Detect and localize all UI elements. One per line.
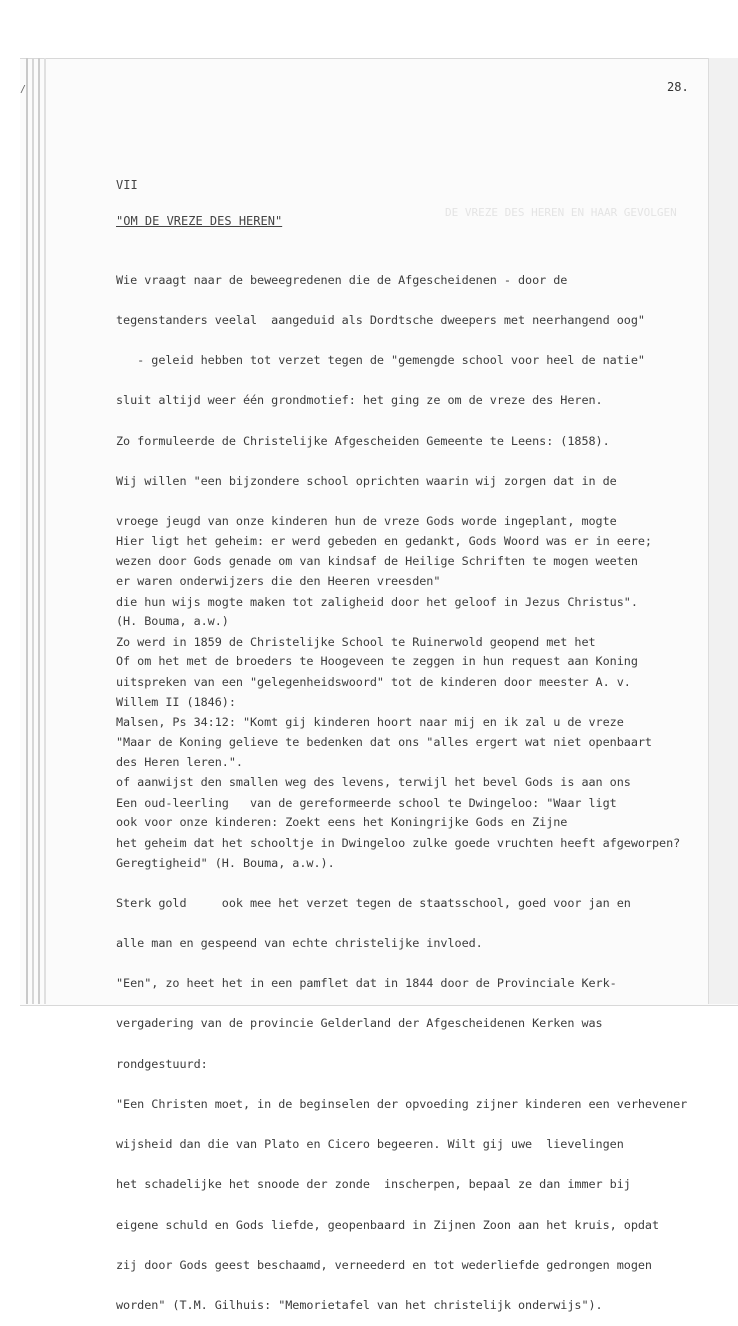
text-line: het schadelijke het snoode der zonde inscherpen, bepaal ze dan immer bij bbox=[116, 1177, 631, 1192]
text-line: rondgestuurd: bbox=[116, 1056, 208, 1071]
text-line: Een oud-leerling van de gereformeerde school te Dwingeloo: "Waar ligt bbox=[116, 795, 617, 810]
text-line: of aanwijst den smallen weg des levens, terwijl het bevel Gods is aan ons bbox=[116, 775, 631, 790]
text-line: alle man en gespeend van echte christelijke invloed. bbox=[116, 936, 483, 950]
text-line: het geheim dat het schooltje in Dwingeloo zulke goede vruchten heeft afgeworpen? bbox=[116, 835, 681, 850]
page-edge bbox=[44, 58, 46, 1004]
text-line: - geleid hebben tot verzet tegen de "gemengde school voor heel de natie" bbox=[116, 353, 645, 368]
page-edge bbox=[38, 58, 40, 1004]
text-line: Sterk gold ook mee het verzet tegen de staatsschool, goed voor jan en bbox=[116, 895, 631, 910]
bleed-through-text: DE VREZE DES HEREN EN HAAR GEVOLGEN bbox=[445, 206, 677, 219]
text-line: Of om het met de broeders te Hoogeveen te zeggen in hun request aan Koning bbox=[116, 654, 638, 669]
text-line: ook voor onze kinderen: Zoekt eens het Koningrijke Gods en Zijne bbox=[116, 815, 568, 830]
text-line: die hun wijs mogte maken tot zaligheid door het geloof in Jezus Christus". bbox=[116, 594, 638, 609]
text-line: uitspreken van een "gelegenheidswoord" tot de kinderen door meester A. v. bbox=[116, 675, 631, 689]
page-number: 28. bbox=[667, 80, 689, 94]
paragraph-2 bbox=[116, 508, 706, 1326]
text-line: Willem II (1846): bbox=[116, 694, 236, 709]
text-line: Malsen, Ps 34:12: "Komt gij kinderen hoort naar mij en ik zal u de vreze bbox=[116, 715, 624, 730]
text-line: vergadering van de provincie Gelderland der Afgescheidenen Kerken was bbox=[116, 1016, 603, 1031]
margin-mark: / bbox=[20, 84, 27, 95]
text-line: eigene schuld en Gods liefde, geopenbaard in Zijnen Zoon aan het kruis, opdat bbox=[116, 1217, 660, 1232]
text-line: des Heren leren.". bbox=[116, 755, 243, 770]
text-line: Hier ligt het geheim: er werd gebeden en gedankt, Gods Woord was er in eere; bbox=[116, 533, 652, 548]
text-line: Wij willen "een bijzondere school oprichten waarin wij zorgen dat in de bbox=[116, 473, 617, 488]
text-line: (H. Bouma, a.w.) bbox=[116, 614, 229, 629]
text-line: vroege jeugd van onze kinderen hun de vreze Gods worde ingeplant, mogte bbox=[116, 514, 617, 529]
text-line: zij door Gods geest beschaamd, verneederd en tot wederliefde gedrongen mogen bbox=[116, 1257, 652, 1272]
text-line: "Een Christen moet, in de beginselen der opvoeding zijner kinderen een verhevener bbox=[116, 1096, 688, 1111]
text-line: worden" (T.M. Gilhuis: "Memorietafel van het christelijk onderwijs"). bbox=[116, 1297, 603, 1312]
section-number: VII bbox=[116, 178, 138, 192]
text-line: "Een", zo heet het in een pamflet dat in 1844 door de Provinciale Kerk- bbox=[116, 976, 617, 991]
text-line: wijsheid dan die van Plato en Cicero begeeren. Wilt gij uwe lievelingen bbox=[116, 1137, 624, 1152]
text-line: "Maar de Koning gelieve te bedenken dat ons "alles ergert wat niet openbaart bbox=[116, 734, 652, 749]
text-line: Geregtigheid" (H. Bouma, a.w.). bbox=[116, 855, 335, 870]
next-page-strip bbox=[708, 58, 738, 1004]
page-title: "OM DE VREZE DES HEREN" bbox=[116, 214, 283, 228]
text-line: Wie vraagt naar de beweegredenen die de Afgescheidenen - door de bbox=[116, 272, 568, 287]
text-line: sluit altijd weer één grondmotief: het ging ze om de vreze des Heren. bbox=[116, 393, 603, 408]
text-line: Zo formuleerde de Christelijke Afgescheiden Gemeente te Leens: (1858). bbox=[116, 433, 610, 448]
text-line: Zo werd in 1859 de Christelijke School te Ruinerwold geopend met het bbox=[116, 634, 596, 649]
text-line: tegenstanders veelal aangeduid als Dordtsche dweepers met neerhangend oog" bbox=[116, 313, 645, 328]
text-line: wezen door Gods genade om van kindsaf de Heilige Schriften te mogen weeten bbox=[116, 554, 638, 569]
page-edge bbox=[32, 58, 34, 1004]
text-line: er waren onderwijzers die den Heeren vreesden" bbox=[116, 574, 441, 589]
page-edge bbox=[26, 58, 28, 1004]
